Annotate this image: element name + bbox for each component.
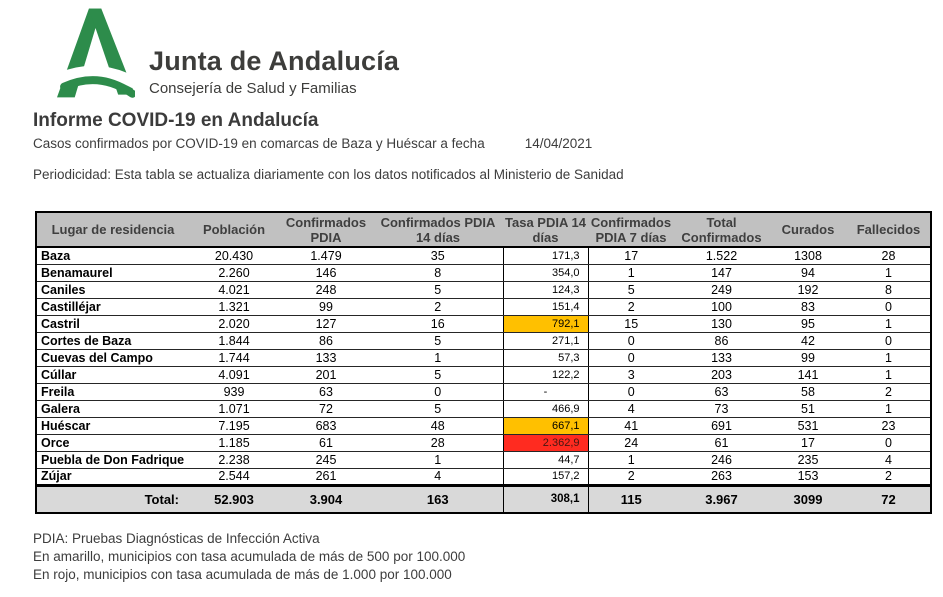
table-row [36,468,931,485]
cell-curados: 42 [769,332,847,349]
cell-curados: 141 [769,366,847,383]
table-row [36,315,931,332]
cell-confirmados-pdia-14: 5 [373,400,503,417]
col-header-tasa-pdia-14: Tasa PDIA 14 días [503,212,588,247]
cell-fallecidos: 0 [847,332,931,349]
cell-tasa-pdia-14: 157,2 [503,468,588,485]
cell-municipality: Cuevas del Campo [36,349,189,366]
col-header-fallecidos: Fallecidos [847,212,931,247]
cell-poblacion: 2.260 [189,264,279,281]
cell-confirmados-pdia: 99 [279,298,373,315]
cell-confirmados-pdia-14: 1 [373,451,503,468]
cell-municipality: Galera [36,400,189,417]
cell-municipality: Huéscar [36,417,189,434]
cell-poblacion: 939 [189,383,279,400]
cell-confirmados-pdia-14: 1 [373,349,503,366]
cell-tasa-pdia-14: 667,1 [503,417,588,434]
col-header-curados: Curados [769,212,847,247]
cell-poblacion: 20.430 [189,247,279,264]
cell-confirmados-pdia-14: 48 [373,417,503,434]
cell-municipality: Castilléjar [36,298,189,315]
cell-total-confirmados: 246 [674,451,769,468]
table-row [36,281,931,298]
cell-fallecidos: 1 [847,400,931,417]
cell-confirmados-pdia-7: 0 [588,383,674,400]
cell-confirmados-pdia-14: 35 [373,247,503,264]
footnotes [33,530,943,584]
cell-total-confirmados: 249 [674,281,769,298]
cell-fallecidos: 28 [847,247,931,264]
cell-tasa-pdia-14: - [503,383,588,400]
cell-fallecidos: 1 [847,264,931,281]
cell-confirmados-pdia-14: 0 [373,383,503,400]
table-row [36,451,931,468]
cell-confirmados-pdia: 127 [279,315,373,332]
total-label: Total: [36,485,189,513]
cell-poblacion: 1.321 [189,298,279,315]
cell-confirmados-pdia: 1.479 [279,247,373,264]
brand-header [57,8,943,98]
cell-fallecidos: 2 [847,468,931,485]
cell-confirmados-pdia-7: 4 [588,400,674,417]
cell-poblacion: 1.185 [189,434,279,451]
table-row [36,417,931,434]
cell-confirmados-pdia-14: 2 [373,298,503,315]
cell-tasa-pdia-14: 354,0 [503,264,588,281]
cell-total-confirmados: 73 [674,400,769,417]
cell-total-confirmados: 63 [674,383,769,400]
cell-total-confirmados: 203 [674,366,769,383]
cell-confirmados-pdia-7: 24 [588,434,674,451]
cell-confirmados-pdia: 72 [279,400,373,417]
table-header [36,212,931,247]
total-total-confirmados: 3.967 [674,485,769,513]
cell-tasa-pdia-14: 122,2 [503,366,588,383]
cell-confirmados-pdia: 86 [279,332,373,349]
covid-cases-table [35,211,932,514]
cell-confirmados-pdia-7: 1 [588,264,674,281]
cell-fallecidos: 1 [847,315,931,332]
cell-total-confirmados: 100 [674,298,769,315]
table-row [36,264,931,281]
brand-text [149,46,399,98]
cell-tasa-pdia-14: 171,3 [503,247,588,264]
col-header-confirmados-pdia-7: Confirmados PDIA 7 días [588,212,674,247]
cell-confirmados-pdia: 261 [279,468,373,485]
cell-municipality: Orce [36,434,189,451]
cell-confirmados-pdia-14: 4 [373,468,503,485]
total-confirmados-pdia-7: 115 [588,485,674,513]
cell-confirmados-pdia-14: 5 [373,332,503,349]
cell-curados: 235 [769,451,847,468]
cell-curados: 1308 [769,247,847,264]
cell-fallecidos: 0 [847,434,931,451]
cell-curados: 17 [769,434,847,451]
table-row [36,332,931,349]
page-title: Informe COVID-19 en Andalucía [33,110,319,131]
table-row [36,434,931,451]
cell-confirmados-pdia-14: 16 [373,315,503,332]
cell-tasa-pdia-14: 2.362,9 [503,434,588,451]
footnote-red: En rojo, municipios con tasa acumulada de más de 1.000 por 100.000 [33,567,452,582]
cell-confirmados-pdia-7: 0 [588,349,674,366]
cell-municipality: Benamaurel [36,264,189,281]
cell-confirmados-pdia: 248 [279,281,373,298]
cell-total-confirmados: 130 [674,315,769,332]
junta-de-andalucia-logo-icon [57,8,135,98]
table-row [36,298,931,315]
table-row [36,400,931,417]
footnote-yellow: En amarillo, municipios con tasa acumulada de más de 500 por 100.000 [33,549,466,564]
cell-confirmados-pdia-7: 0 [588,332,674,349]
cell-curados: 83 [769,298,847,315]
cell-poblacion: 7.195 [189,417,279,434]
table-row [36,349,931,366]
cell-fallecidos: 2 [847,383,931,400]
cell-municipality: Caniles [36,281,189,298]
cell-poblacion: 2.020 [189,315,279,332]
cell-total-confirmados: 133 [674,349,769,366]
cell-confirmados-pdia-7: 41 [588,417,674,434]
total-confirmados-pdia-14: 163 [373,485,503,513]
cell-confirmados-pdia-7: 2 [588,468,674,485]
cell-total-confirmados: 1.522 [674,247,769,264]
cell-confirmados-pdia: 683 [279,417,373,434]
table-row [36,383,931,400]
cell-municipality: Cúllar [36,366,189,383]
cell-fallecidos: 0 [847,298,931,315]
cell-total-confirmados: 147 [674,264,769,281]
cell-municipality: Baza [36,247,189,264]
cell-fallecidos: 8 [847,281,931,298]
cell-curados: 95 [769,315,847,332]
cell-tasa-pdia-14: 124,3 [503,281,588,298]
cell-confirmados-pdia: 201 [279,366,373,383]
col-header-confirmados-pdia: Confirmados PDIA [279,212,373,247]
org-name: Junta de Andalucía [149,46,400,76]
cell-confirmados-pdia: 61 [279,434,373,451]
cell-poblacion: 1.071 [189,400,279,417]
cell-curados: 94 [769,264,847,281]
org-department: Consejería de Salud y Familias [149,80,357,97]
report-subtitle: Casos confirmados por COVID-19 en comarcas de Baza y Huéscar a fecha [33,136,485,151]
col-header-lugar: Lugar de residencia [36,212,189,247]
report-subtitle-line [33,136,943,151]
total-confirmados-pdia: 3.904 [279,485,373,513]
cell-curados: 153 [769,468,847,485]
cell-poblacion: 1.744 [189,349,279,366]
cell-tasa-pdia-14: 792,1 [503,315,588,332]
cell-curados: 51 [769,400,847,417]
table-row [36,366,931,383]
cell-confirmados-pdia: 245 [279,451,373,468]
cell-confirmados-pdia: 146 [279,264,373,281]
col-header-total-confirmados: Total Confirmados [674,212,769,247]
report-date: 14/04/2021 [524,136,593,151]
cell-poblacion: 2.238 [189,451,279,468]
col-header-poblacion: Población [189,212,279,247]
cell-confirmados-pdia-7: 1 [588,451,674,468]
header-row [36,212,931,247]
cell-fallecidos: 4 [847,451,931,468]
cell-fallecidos: 23 [847,417,931,434]
cell-total-confirmados: 691 [674,417,769,434]
total-tasa-pdia-14: 308,1 [503,485,588,513]
cell-tasa-pdia-14: 44,7 [503,451,588,468]
cell-confirmados-pdia-7: 17 [588,247,674,264]
cell-poblacion: 4.021 [189,281,279,298]
cell-curados: 531 [769,417,847,434]
col-header-confirmados-pdia-14: Confirmados PDIA 14 días [373,212,503,247]
cell-municipality: Freila [36,383,189,400]
cell-municipality: Puebla de Don Fadrique [36,451,189,468]
cell-municipality: Zújar [36,468,189,485]
cell-confirmados-pdia-7: 3 [588,366,674,383]
cell-tasa-pdia-14: 57,3 [503,349,588,366]
cell-municipality: Castril [36,315,189,332]
cell-total-confirmados: 263 [674,468,769,485]
cell-confirmados-pdia: 133 [279,349,373,366]
total-curados: 3099 [769,485,847,513]
cell-confirmados-pdia-14: 8 [373,264,503,281]
cell-fallecidos: 1 [847,349,931,366]
cell-tasa-pdia-14: 271,1 [503,332,588,349]
cell-confirmados-pdia: 63 [279,383,373,400]
total-poblacion: 52.903 [189,485,279,513]
cell-confirmados-pdia-7: 15 [588,315,674,332]
cell-confirmados-pdia-7: 2 [588,298,674,315]
cell-municipality: Cortes de Baza [36,332,189,349]
cell-confirmados-pdia-14: 5 [373,366,503,383]
cell-curados: 192 [769,281,847,298]
cell-curados: 99 [769,349,847,366]
total-fallecidos: 72 [847,485,931,513]
footnote-pdia: PDIA: Pruebas Diagnósticas de Infección Activa [33,531,320,546]
table-body [36,247,931,485]
periodicity-note: Periodicidad: Esta tabla se actualiza diariamente con los datos notificados al Ministerio de Sanidad [33,167,624,182]
total-row [36,485,931,513]
cell-tasa-pdia-14: 466,9 [503,400,588,417]
cell-confirmados-pdia-7: 5 [588,281,674,298]
table-row [36,247,931,264]
cell-tasa-pdia-14: 151,4 [503,298,588,315]
cell-curados: 58 [769,383,847,400]
cell-confirmados-pdia-14: 28 [373,434,503,451]
cell-fallecidos: 1 [847,366,931,383]
table-footer [36,485,931,513]
cell-total-confirmados: 86 [674,332,769,349]
cell-poblacion: 2.544 [189,468,279,485]
cell-poblacion: 1.844 [189,332,279,349]
cell-poblacion: 4.091 [189,366,279,383]
cell-confirmados-pdia-14: 5 [373,281,503,298]
cell-total-confirmados: 61 [674,434,769,451]
